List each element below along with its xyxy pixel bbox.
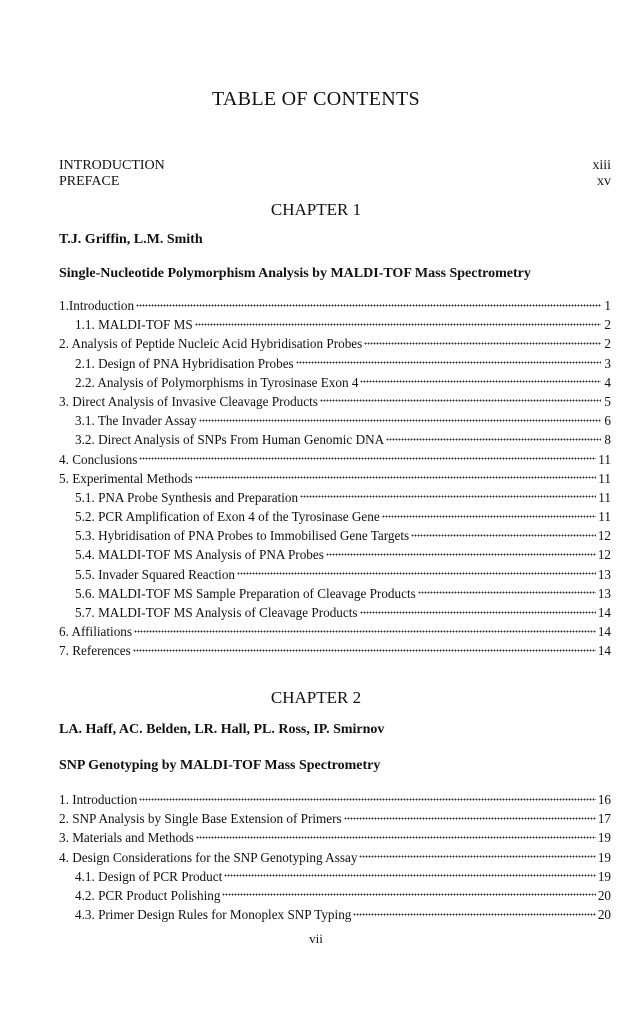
dot-leader [139, 457, 596, 461]
toc-entry-page: 14 [597, 624, 611, 640]
toc-entry-page: 19 [597, 830, 611, 846]
toc-entry-page: 11 [598, 509, 611, 525]
toc-entry-page: 16 [597, 792, 611, 807]
toc-entry [59, 528, 611, 547]
dot-leader [224, 874, 596, 878]
toc-entry-page: 13 [597, 585, 611, 601]
dot-leader [195, 476, 597, 480]
toc-entry-page: 13 [597, 566, 611, 582]
toc-entry-page: 6 [604, 413, 611, 429]
dot-leader [360, 380, 601, 384]
toc-entry-page: 2 [604, 317, 611, 333]
dot-leader [196, 835, 596, 839]
toc-entry [59, 869, 611, 888]
toc-entry-label: 4. Conclusions [59, 451, 138, 467]
dot-leader [360, 610, 596, 614]
toc-entry [59, 605, 611, 624]
toc-entry-label: 1.Introduction [59, 298, 135, 313]
toc-entry-label: 4.3. Primer Design Rules for Monoplex SNP Typing [75, 907, 352, 923]
toc-entry [59, 471, 611, 490]
toc-entry-label: 5.6. MALDI-TOF MS Sample Preparation of Cleavage Products [75, 585, 416, 601]
page-number: vii [309, 931, 323, 946]
toc-entry-label: 5.1. PNA Probe Synthesis and Preparation [75, 489, 299, 505]
toc-entry-page: 19 [597, 849, 611, 865]
toc-entry [59, 586, 611, 605]
toc-entry-page: 12 [597, 547, 611, 563]
toc-entry-label: 3.2. Direct Analysis of SNPs From Human Genomic DNA [75, 432, 385, 448]
toc-entry-label: 4.1. Design of PCR Product [75, 868, 223, 884]
toc-entry-page: 20 [597, 907, 611, 923]
dot-leader [364, 341, 601, 345]
toc-entry-label: 5.5. Invader Squared Reaction [75, 566, 236, 582]
chapter-authors: LA. Haff, AC. Belden, LR. Hall, PL. Ross, IP. Smirnov [59, 722, 385, 737]
toc-entry-label: 2. SNP Analysis by Single Base Extension of Primers [59, 811, 342, 827]
toc-entry [59, 356, 611, 375]
toc-entry-label: 5. Experimental Methods [59, 470, 193, 486]
toc-entry-label: 2. Analysis of Peptide Nucleic Acid Hybridisation Probes [59, 336, 363, 352]
toc-entry-label: 2.1. Design of PNA Hybridisation Probes [75, 355, 294, 371]
dot-leader [326, 552, 596, 556]
dot-leader [418, 591, 596, 595]
chapter-paper-title: SNP Genotyping by MALDI-TOF Mass Spectrometry [59, 758, 381, 773]
toc-entry-label: 4.2. PCR Product Polishing [75, 887, 221, 903]
toc-entry-page: 17 [597, 811, 611, 827]
dot-leader [222, 893, 595, 897]
toc-entry [59, 509, 611, 528]
toc-entry-label: 5.7. MALDI-TOF MS Analysis of Cleavage Products [75, 605, 358, 620]
toc-entry [59, 490, 611, 509]
toc-list [59, 792, 611, 926]
toc-entry-label: 5.3. Hybridisation of PNA Probes to Immobilised Gene Targets [75, 528, 410, 544]
toc-entry [59, 850, 611, 869]
toc-entry [59, 298, 611, 317]
toc-entry-label: 3. Direct Analysis of Invasive Cleavage Products [59, 393, 318, 409]
dot-leader [359, 855, 595, 859]
toc-entry [59, 547, 611, 566]
toc-entry [59, 830, 611, 849]
dot-leader [134, 629, 596, 633]
dot-leader [320, 399, 601, 403]
dot-leader [300, 495, 596, 499]
page-title: TABLE OF CONTENTS [212, 88, 420, 110]
toc-entry [59, 811, 611, 830]
front-matter-page: xv [597, 174, 611, 189]
toc-entry [59, 452, 611, 471]
dot-leader [344, 816, 596, 820]
toc-entry [59, 907, 611, 926]
toc-entry-page: 8 [604, 432, 611, 448]
front-matter-label: PREFACE [59, 174, 120, 189]
toc-entry-label: 7. References [59, 643, 131, 659]
dot-leader [136, 303, 601, 307]
toc-entry [59, 643, 611, 662]
toc-entry-page: 14 [597, 643, 611, 659]
front-matter [59, 158, 611, 190]
toc-entry-label: 3. Materials and Methods [59, 830, 194, 846]
toc-entry [59, 567, 611, 586]
front-matter-row [59, 174, 611, 190]
toc-entry-page: 1 [604, 298, 611, 313]
chapter-paper-title: Single-Nucleotide Polymorphism Analysis by MALDI-TOF Mass Spectrometry [59, 266, 531, 281]
dot-leader [133, 648, 596, 652]
dot-leader [139, 797, 595, 801]
toc-entry-page: 3 [604, 355, 611, 371]
dot-leader [353, 912, 595, 916]
front-matter-label: INTRODUCTION [59, 158, 165, 173]
chapter-heading: CHAPTER 1 [270, 200, 362, 219]
toc-entry-label: 4. Design Considerations for the SNP Genotyping Assay [59, 849, 358, 865]
toc-entry-label: 3.1. The Invader Assay [75, 413, 197, 429]
dot-leader [386, 437, 601, 441]
dot-leader [199, 418, 601, 422]
toc-entry [59, 375, 611, 394]
toc-list [59, 298, 611, 663]
toc-entry [59, 317, 611, 336]
toc-entry-label: 1.1. MALDI-TOF MS [75, 317, 193, 333]
chapter-authors: T.J. Griffin, L.M. Smith [59, 232, 203, 247]
toc-entry [59, 624, 611, 643]
toc-entry-page: 12 [597, 528, 611, 544]
toc-entry [59, 432, 611, 451]
toc-entry [59, 413, 611, 432]
dot-leader [411, 533, 596, 537]
toc-entry-page: 20 [597, 887, 611, 903]
toc-entry-page: 4 [604, 374, 611, 390]
toc-entry-page: 14 [597, 605, 611, 620]
toc-entry-label: 1. Introduction [59, 792, 138, 807]
toc-entry-label: 6. Affiliations [59, 624, 133, 640]
toc-entry [59, 888, 611, 907]
toc-entry-page: 11 [598, 470, 611, 486]
toc-entry-label: 5.4. MALDI-TOF MS Analysis of PNA Probes [75, 547, 324, 563]
toc-entry-page: 5 [604, 393, 611, 409]
toc-entry-page: 2 [604, 336, 611, 352]
toc-entry [59, 394, 611, 413]
dot-leader [382, 514, 597, 518]
toc-entry-label: 2.2. Analysis of Polymorphisms in Tyrosinase Exon 4 [75, 374, 359, 390]
dot-leader [195, 322, 601, 326]
front-matter-page: xiii [592, 158, 611, 173]
dot-leader [237, 572, 596, 576]
front-matter-row [59, 158, 611, 174]
chapter-heading: CHAPTER 2 [270, 688, 362, 707]
dot-leader [296, 361, 601, 365]
toc-entry [59, 336, 611, 355]
toc-entry-page: 11 [598, 451, 611, 467]
toc-entry-label: 5.2. PCR Amplification of Exon 4 of the Tyrosinase Gene [75, 509, 380, 525]
toc-entry-page: 11 [598, 489, 611, 505]
toc-entry [59, 792, 611, 811]
toc-entry-page: 19 [597, 868, 611, 884]
